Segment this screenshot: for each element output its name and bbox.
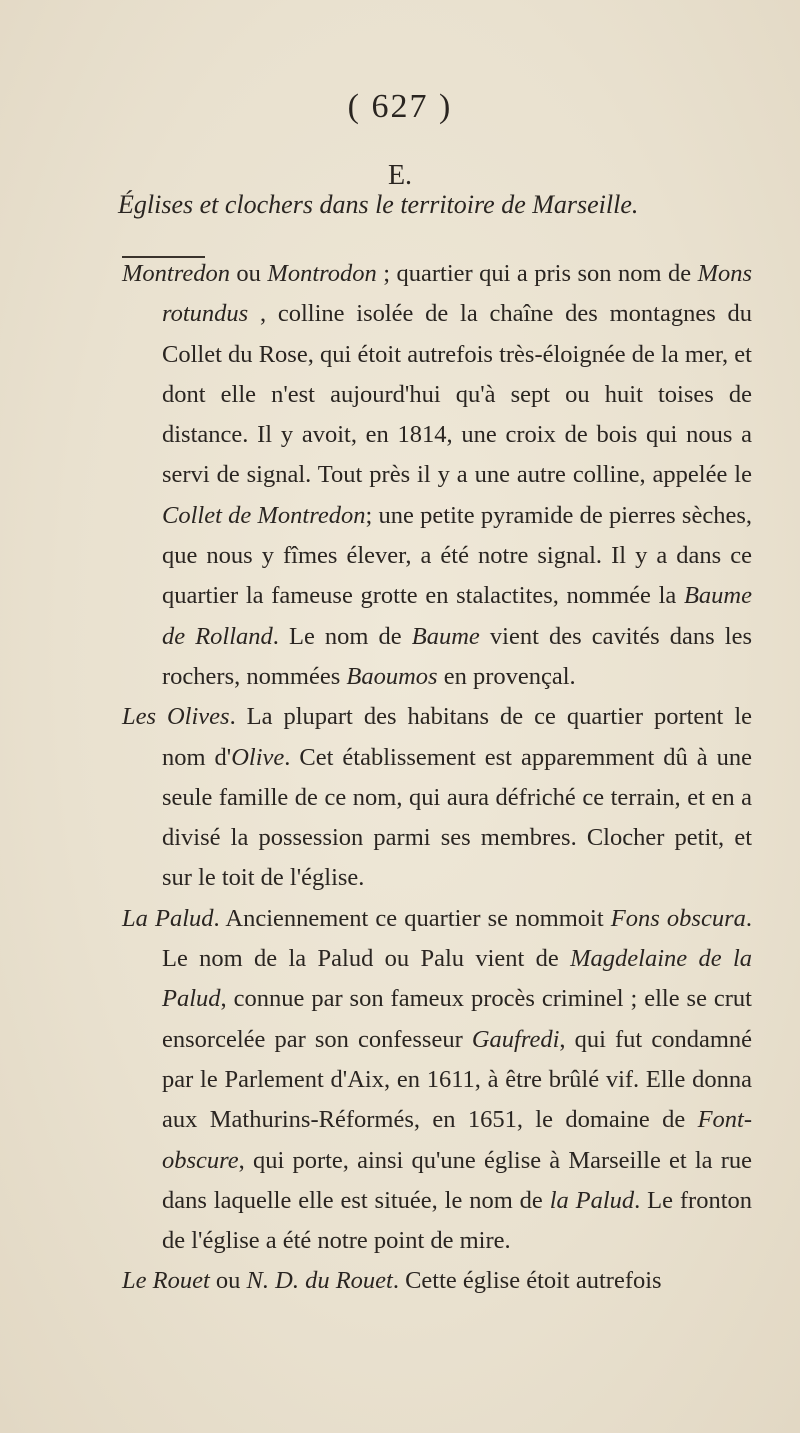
text-run: . Le nom de la Palud ou Palu vient de <box>162 904 752 973</box>
text-run: . Anciennement ce quartier se nommoit <box>213 904 611 932</box>
italic-run: Les Olives <box>122 703 230 731</box>
text-run: , colline isolée de la chaîne des montagnes du Collet du Rose, qui étoit autrefois très-éloignée de la mer, et dont elle n'est aujourd'hui qu'à sept ou huit toises de distance. Il y avoit, en 1814, une croix de bois qui nous a servi de signal. Tout près il y a une autre colline, appelée le <box>162 300 752 489</box>
text-run: . Cette église étoit autrefois <box>392 1267 662 1295</box>
page-number: ( 627 ) <box>347 88 453 125</box>
text-body <box>122 254 752 1302</box>
text-run: ou <box>209 1267 247 1295</box>
italic-run: Collet de Montredon <box>162 501 366 529</box>
text-run: . Cet établissement est apparemment dû à une seule famille de ce nom, qui aura défriché ce terrain, et en a divisé la possession parmi ses membres. Clocher petit, et sur le toit de l'église. <box>162 743 752 892</box>
italic-run: Le Rouet <box>122 1267 210 1295</box>
text-run: . La plupart des habitans de ce quartier portent le nom d' <box>162 703 752 771</box>
entry-le-rouet <box>122 1261 752 1301</box>
italic-run: Fons obscura <box>610 904 746 932</box>
section-letter: E. <box>387 160 413 191</box>
italic-run: la Palud <box>549 1186 635 1214</box>
entry-montredon <box>122 254 752 697</box>
text-run: . Le fronton de l'église a été notre point de mire. <box>162 1186 752 1255</box>
text-run: vient des cavités dans les rochers, nommées <box>162 622 752 690</box>
italic-run: Mons rotundus <box>162 260 753 328</box>
entry-les-olives <box>122 697 752 898</box>
text-run: , connue par son fameux procès criminel ; elle se crut ensorcelée par son confesseur <box>162 985 752 1053</box>
text-run: , qui fut condamné par le Parlement d'Aix, en 1611, à être brûlé vif. Elle donna aux Mathurins-Réformés, en 1651, le domaine de <box>162 1025 752 1134</box>
text-run: ; une petite pyramide de pierres sèches, que nous y fîmes élever, a été notre signal. Il y a dans ce quartier la fameuse grotte en stalactites, nommée la <box>162 501 752 610</box>
section-heading: Églises et clochers dans le territoire de Marseille. <box>118 190 639 219</box>
italic-run: Montrodon <box>267 260 377 287</box>
italic-run: Gaufredi <box>471 1025 560 1053</box>
text-run: ou <box>229 260 268 287</box>
italic-run: Baume de Rolland <box>162 582 752 650</box>
italic-run: Baume <box>411 622 480 650</box>
italic-run: La Palud <box>122 904 214 932</box>
italic-run: Baoumos <box>346 662 438 690</box>
italic-run: Montredon <box>122 260 230 287</box>
text-run: ; quartier qui a pris son nom de <box>376 260 698 287</box>
italic-run: Magdelaine de la Palud <box>162 945 752 1013</box>
italic-run: Olive <box>231 743 285 771</box>
entry-la-palud <box>122 899 752 1262</box>
text-run: . Le nom de <box>272 622 412 650</box>
italic-run: N. D. du Rouet <box>246 1267 393 1295</box>
text-run: , qui porte, ainsi qu'une église à Marseille et la rue dans laquelle elle est située, le nom de <box>162 1146 752 1214</box>
italic-run: Font-obscure <box>162 1106 752 1174</box>
text-run: en provençal. <box>437 662 576 690</box>
